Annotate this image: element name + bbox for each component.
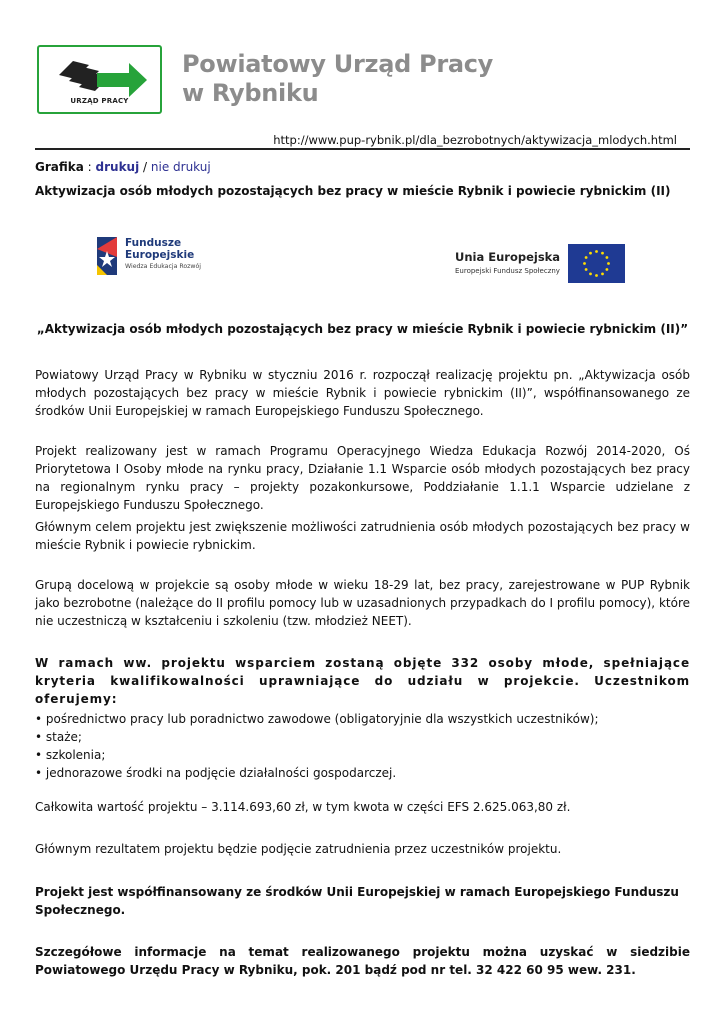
paragraph-target-group: Grupą docelową w projekcie są osoby młode w wieku 18-29 lat, bez pracy, zarejestrowane w PUP Rybnik jako bezrobotne (należące do II profilu pomocy lub w uzasadnionych przypadkach do I profilu pomocy), które nie uczestniczą w kształceniu i szkoleniu (tzw. młodzież NEET).	[35, 578, 690, 628]
eu-logo	[455, 244, 630, 284]
fe-star-icon	[95, 235, 121, 277]
paragraph-intro: Powiatowy Urząd Pracy w Rybniku w styczniu 2016 r. rozpoczął realizację projektu pn. „Aktywizacja osób młodych pozostających bez pracy w mieście Rybnik i powiecie rybnickim (II)”, współfinansowanego ze środków Unii Europejskiej w ramach Europejskiego Funduszu Społecznego.	[35, 368, 690, 418]
paragraph-program: Projekt realizowany jest w ramach Programu Operacyjnego Wiedza Edukacja Rozwój 2014-2020, Oś Priorytetowa I Osoby młode na rynku pracy, Działanie 1.1 Wsparcie osób młodych pozostających bez pracy na regionalnym rynku pracy – projekty pozakonkursowe, Poddziałanie 1.1.1 Wsparcie udzielane z Europejskiego Funduszu Społecznego.	[35, 444, 690, 512]
eu-stars-icon	[568, 244, 625, 283]
pup-logo	[37, 45, 162, 114]
header-divider	[35, 148, 690, 150]
page-title: Aktywizacja osób młodych pozostających bez pracy w mieście Rybnik i powiecie rybnickim (II)	[35, 184, 671, 198]
org-name-line1: Powiatowy Urząd Pracy	[182, 50, 494, 78]
eu-flag-icon	[568, 244, 625, 283]
paragraph-value: Całkowita wartość projektu – 3.114.693,60 zł, w tym kwota w części EFS 2.625.063,80 zł.	[35, 800, 571, 814]
paragraph-cofinancing: Projekt jest współfinansowany ze środków Unii Europejskiej w ramach Europejskiego Funduszu Społecznego.	[35, 885, 679, 917]
eu-title: Unia Europejska	[455, 250, 561, 264]
page-url: http://www.pup-rybnik.pl/dla_bezrobotnych/aktywizacja_mlodych.html	[273, 133, 677, 147]
paragraph-support: W ramach ww. projektu wsparciem zostaną objęte 332 osoby młode, spełniające kryteria kwalifikowalności uprawniające do udziału w projekcie. Uczestnikom oferujemy:	[35, 656, 690, 706]
offer-list	[35, 710, 690, 782]
list-item: • jednorazowe środki na podjęcie działalności gospodarczej.	[35, 764, 690, 782]
fe-subtitle: Wiedza Edukacja Rozwój	[125, 263, 201, 270]
print-separator-2: /	[139, 160, 151, 174]
fundusze-europejskie-logo	[95, 235, 225, 279]
print-options-label: Grafika	[35, 160, 84, 174]
paragraph-goal: Głównym celem projektu jest zwiększenie możliwości zatrudnienia osób młodych pozostających bez pracy w mieście Rybnik i powiecie rybnickim.	[35, 520, 690, 552]
fe-title	[125, 237, 194, 261]
list-item: • pośrednictwo pracy lub poradnictwo zawodowe (obligatoryjnie dla wszystkich uczestników);	[35, 710, 690, 728]
fe-title-line2: Europejskie	[125, 249, 195, 261]
logo-caption: URZĄD PRACY	[70, 97, 129, 105]
print-options	[35, 160, 211, 174]
print-separator-1: :	[83, 160, 96, 174]
no-print-link[interactable]: nie drukuj	[150, 160, 211, 174]
org-name-line2: w Rybniku	[182, 79, 319, 107]
eu-subtitle: Europejski Fundusz Społeczny	[455, 267, 560, 275]
article-heading: „Aktywizacja osób młodych pozostających bez pracy w mieście Rybnik i powiecie rybnickim (II)”	[36, 322, 689, 336]
org-name	[182, 50, 493, 108]
print-link[interactable]: drukuj	[95, 160, 140, 174]
paragraph-contact: Szczegółowe informacje na temat realizowanego projektu można uzyskać w siedzibie Powiatowego Urzędu Pracy w Rybniku, pok. 201 bądź pod nr tel. 32 422 60 95 wew. 231.	[35, 945, 690, 977]
list-item: • staże;	[35, 728, 690, 746]
fe-title-line1: Fundusze	[125, 237, 182, 249]
list-item: • szkolenia;	[35, 746, 690, 764]
paragraph-result: Głównym rezultatem projektu będzie podjęcie zatrudnienia przez uczestników projektu.	[35, 842, 562, 856]
